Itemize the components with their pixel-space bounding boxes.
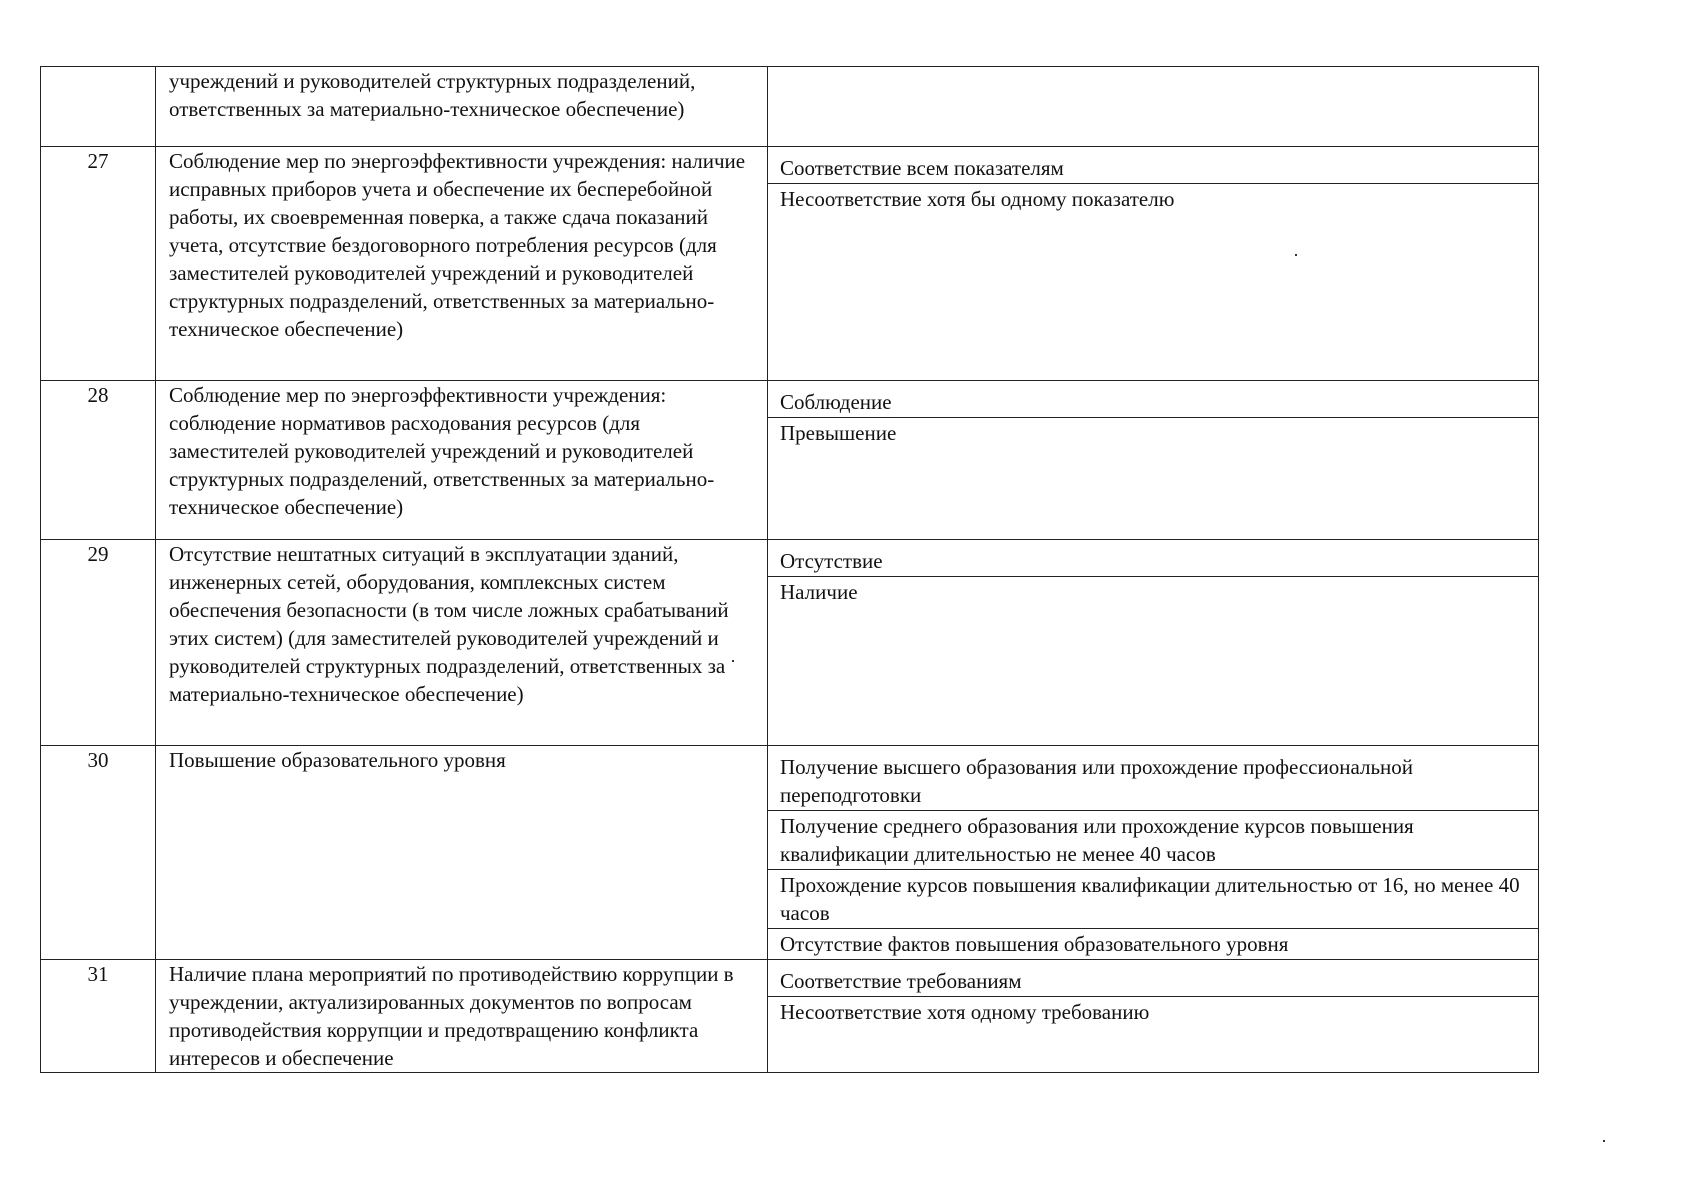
option-item: Соблюдение [768,387,1538,418]
criterion-text: Наличие плана мероприятий по противодействию коррупции в учреждении, актуализированных документов по вопросам противодействия коррупции и предотвращению конфликта интересов и обеспечение [156,960,768,1073]
option-item: Соответствие всем показателям [768,153,1538,184]
row-number: 27 [41,147,156,381]
option-item: Соответствие требованиям [768,966,1538,997]
row-number: 31 [41,960,156,1073]
table-row [41,746,1539,960]
row-number: 29 [41,540,156,746]
criterion-text: Соблюдение мер по энергоэффективности учреждения: соблюдение нормативов расходования ресурсов (для заместителей руководителей учреждений и руководителей структурных подразделений, ответственных за материально-техническое обеспечение) [156,381,768,540]
option-item: Превышение [780,421,897,445]
table-row [41,147,1539,381]
criteria-table [40,66,1539,1073]
row-number: 28 [41,381,156,540]
options-cell [768,381,1539,540]
table-row [41,67,1539,147]
criterion-text: Соблюдение мер по энергоэффективности учреждения: наличие исправных приборов учета и обеспечение их бесперебойной работы, их своевременная поверка, а также сдача показаний учета, отсутствие бездоговорного потребления ресурсов (для заместителей руководителей учреждений и руководителей структурных подразделений, ответственных за материально-техническое обеспечение) [156,147,768,381]
scan-speck [732,660,734,662]
option-item: Несоответствие хотя одному требованию [780,1000,1150,1024]
option-item: Прохождение курсов повышения квалификации длительностью от 16, но менее 40 часов [768,870,1538,929]
row-number: 30 [41,746,156,960]
table-row [41,960,1539,1073]
option-item: Отсутствие [768,546,1538,577]
table-row [41,381,1539,540]
option-item: Наличие [780,580,858,604]
options-cell [768,67,1539,147]
options-cell [768,746,1539,960]
criterion-text: Повышение образовательного уровня [156,746,768,960]
option-item: Отсутствие фактов повышения образовательного уровня [780,932,1289,956]
criterion-text: учреждений и руководителей структурных подразделений, ответственных за материально-техническое обеспечение) [156,67,768,147]
options-cell [768,147,1539,381]
scan-speck [1603,1140,1605,1142]
table-row [41,540,1539,746]
criterion-text: Отсутствие нештатных ситуаций в эксплуатации зданий, инженерных сетей, оборудования, комплексных систем обеспечения безопасности (в том числе ложных срабатываний этих систем) (для заместителей руководителей учреждений и руководителей структурных подразделений, ответственных за материально-техническое обеспечение) [156,540,768,746]
option-item: Получение высшего образования или прохождение профессиональной переподготовки [768,752,1538,811]
options-cell [768,540,1539,746]
scan-speck [1295,254,1297,256]
option-item: Несоответствие хотя бы одному показателю [780,187,1175,211]
options-cell [768,960,1539,1073]
row-number [41,67,156,147]
option-item: Получение среднего образования или прохождение курсов повышения квалификации длительностью не менее 40 часов [768,811,1538,870]
